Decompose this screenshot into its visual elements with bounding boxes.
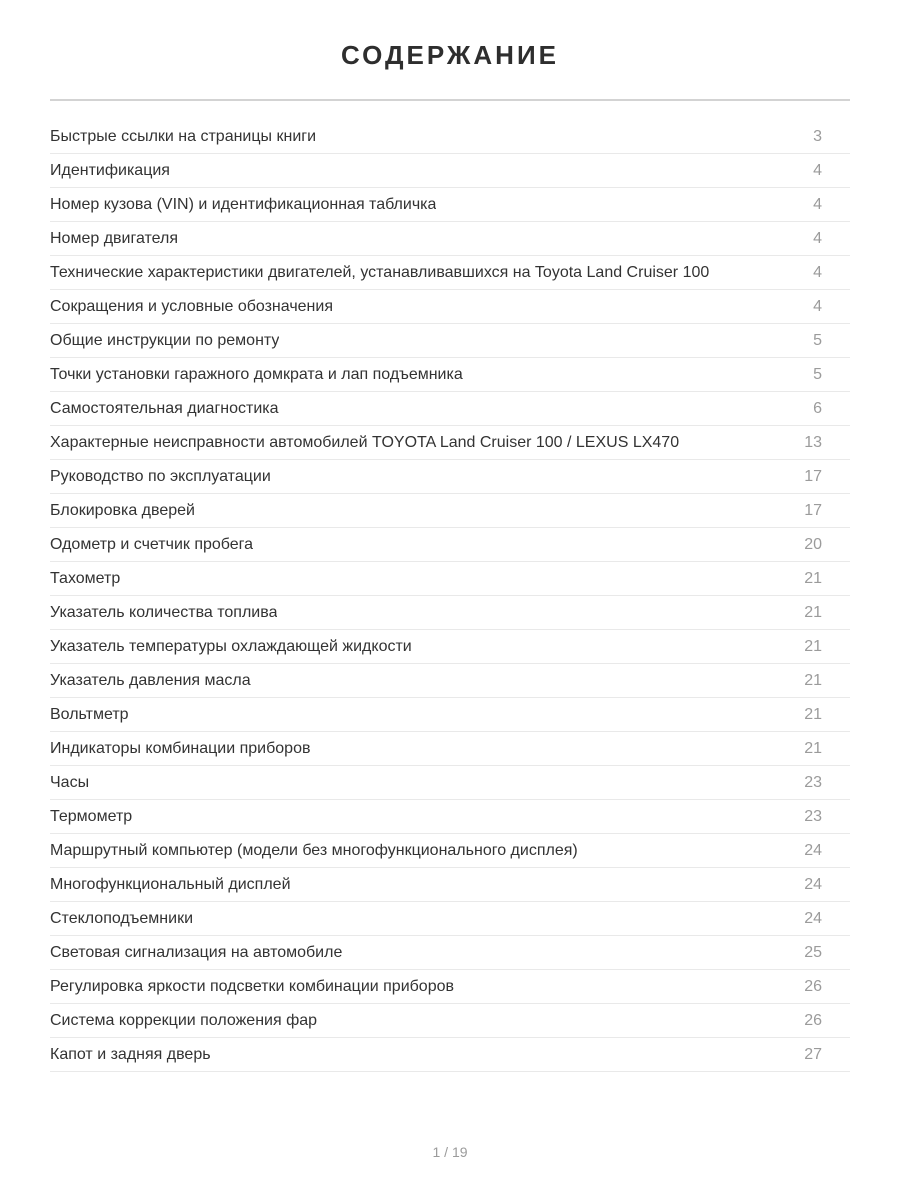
toc-entry[interactable] [50,154,850,188]
toc-entry[interactable] [50,936,850,970]
toc-entry-label: Капот и задняя дверь [50,1046,211,1063]
toc-entry[interactable] [50,834,850,868]
toc-entry[interactable] [50,528,850,562]
toc-entry-label: Одометр и счетчик пробега [50,536,254,553]
toc-entry-page: 17 [804,468,822,485]
toc-entry-label: Характерные неисправности автомобилей TOYOTA Land Cruiser 100 / LEXUS LX470 [50,434,680,451]
toc-entry-label: Вольтметр [50,706,129,723]
toc-entry-label: Световая сигнализация на автомобиле [50,944,343,961]
toc-entry-page: 20 [804,536,822,553]
toc-list [50,120,850,1072]
toc-entry-page: 3 [813,128,822,145]
page-number-indicator: 1 / 19 [432,1144,468,1160]
toc-entry-page: 26 [804,978,822,995]
toc-entry[interactable] [50,970,850,1004]
toc-entry-page: 17 [804,502,822,519]
toc-entry-label: Индикаторы комбинации приборов [50,740,311,757]
toc-entry[interactable] [50,596,850,630]
toc-entry-label: Точки установки гаражного домкрата и лап подъемника [50,366,463,383]
toc-entry-page: 4 [813,162,822,179]
toc-entry-page: 24 [804,842,822,859]
toc-entry[interactable] [50,256,850,290]
toc-entry-page: 4 [813,264,822,281]
toc-entry[interactable] [50,630,850,664]
toc-entry[interactable] [50,868,850,902]
page-title: СОДЕРЖАНИЕ [341,40,559,70]
toc-entry[interactable] [50,902,850,936]
toc-entry-label: Общие инструкции по ремонту [50,332,280,349]
toc-entry[interactable] [50,800,850,834]
toc-entry-page: 23 [804,774,822,791]
toc-entry[interactable] [50,1038,850,1072]
toc-entry-label: Самостоятельная диагностика [50,400,279,417]
toc-entry-label: Указатель температуры охлаждающей жидкости [50,638,412,655]
toc-entry-page: 24 [804,876,822,893]
toc-entry-label: Стеклоподъемники [50,910,193,927]
toc-entry-label: Многофункциональный дисплей [50,876,291,893]
toc-entry[interactable] [50,664,850,698]
toc-entry[interactable] [50,290,850,324]
toc-entry[interactable] [50,698,850,732]
toc-entry-label: Руководство по эксплуатации [50,468,271,485]
toc-entry-page: 21 [804,706,822,723]
toc-entry-page: 23 [804,808,822,825]
toc-entry-page: 6 [813,400,822,417]
toc-entry[interactable] [50,1004,850,1038]
toc-entry-label: Часы [50,774,90,791]
toc-entry[interactable] [50,188,850,222]
toc-entry-label: Тахометр [50,570,121,587]
header-divider [50,99,850,101]
toc-entry[interactable] [50,426,850,460]
toc-entry-page: 25 [804,944,822,961]
toc-entry-page: 26 [804,1012,822,1029]
toc-entry-page: 13 [804,434,822,451]
toc-entry-page: 21 [804,672,822,689]
toc-entry[interactable] [50,732,850,766]
toc-entry[interactable] [50,460,850,494]
toc-entry-label: Идентификация [50,162,170,179]
toc-entry[interactable] [50,494,850,528]
toc-entry-label: Система коррекции положения фар [50,1012,318,1029]
toc-entry[interactable] [50,120,850,154]
toc-entry-label: Быстрые ссылки на страницы книги [50,128,317,145]
toc-entry-label: Термометр [50,808,133,825]
toc-entry[interactable] [50,324,850,358]
toc-entry-page: 27 [804,1046,822,1063]
toc-entry-label: Сокращения и условные обозначения [50,298,333,315]
toc-entry[interactable] [50,222,850,256]
toc-entry-page: 4 [813,196,822,213]
toc-entry-label: Блокировка дверей [50,502,195,519]
toc-entry-page: 21 [804,740,822,757]
toc-entry-page: 21 [804,570,822,587]
toc-entry[interactable] [50,766,850,800]
toc-entry-page: 4 [813,298,822,315]
toc-entry-label: Технические характеристики двигателей, устанавливавшихся на Toyota Land Cruiser 100 [50,264,710,281]
toc-entry-label: Указатель давления масла [50,672,251,689]
toc-entry-page: 5 [813,332,822,349]
toc-entry[interactable] [50,562,850,596]
toc-entry-page: 21 [804,604,822,621]
toc-entry-page: 4 [813,230,822,247]
toc-entry-label: Регулировка яркости подсветки комбинации приборов [50,978,454,995]
toc-entry-label: Маршрутный компьютер (модели без многофункционального дисплея) [50,842,578,859]
toc-entry[interactable] [50,392,850,426]
toc-entry-label: Указатель количества топлива [50,604,278,621]
toc-entry-page: 21 [804,638,822,655]
toc-entry-label: Номер кузова (VIN) и идентификационная табличка [50,196,437,213]
toc-entry[interactable] [50,358,850,392]
toc-entry-label: Номер двигателя [50,230,179,247]
toc-entry-page: 5 [813,366,822,383]
toc-entry-page: 24 [804,910,822,927]
